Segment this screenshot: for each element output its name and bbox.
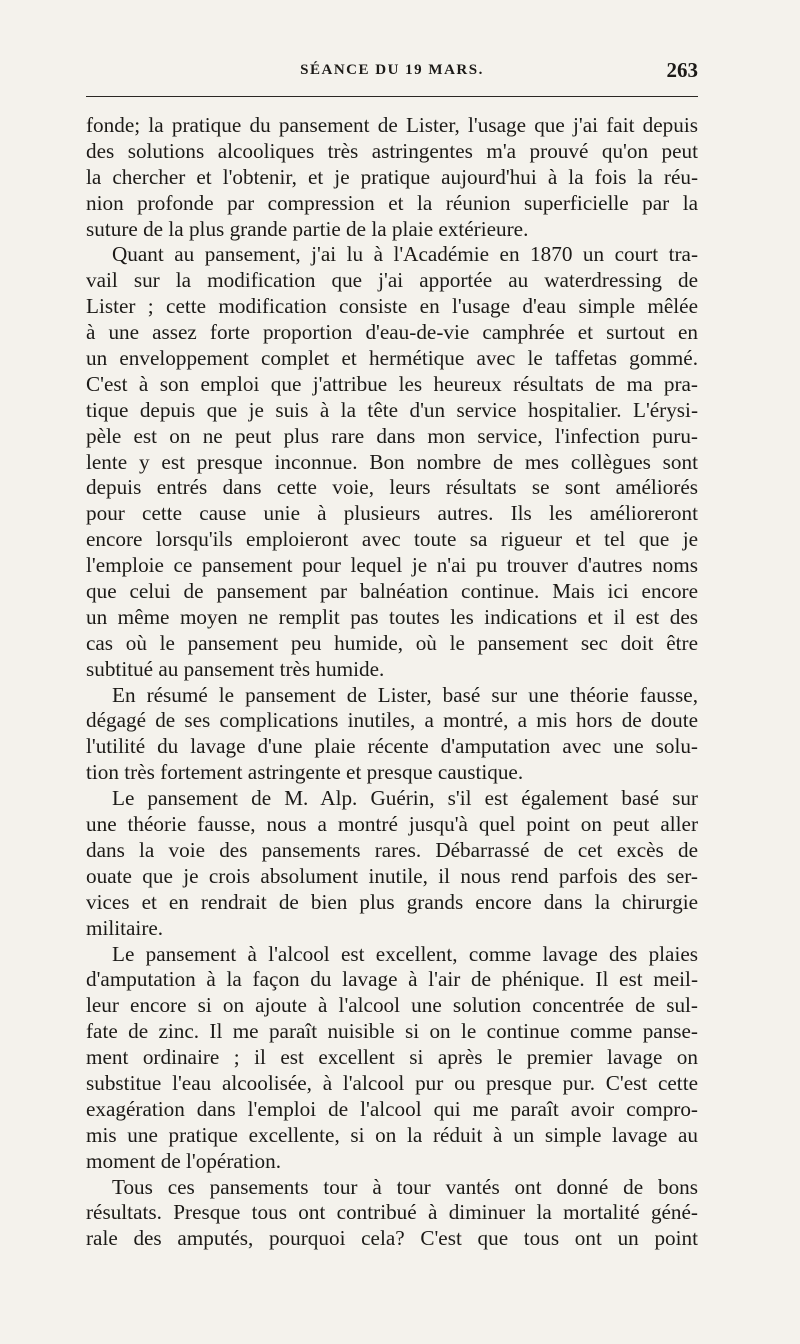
text-line: à une assez forte proportion d'eau-de-vie camphrée et surtout en	[86, 320, 698, 345]
text-line: moment de l'opération.	[86, 1148, 282, 1173]
text-line: lente y est presque inconnue. Bon nombre de mes collègues sont	[86, 449, 698, 474]
text-line: depuis entrés dans cette voie, leurs résultats se sont améliorés	[86, 475, 698, 500]
text-line: suture de la plus grande partie de la plaie extérieure.	[86, 216, 529, 241]
text-line: d'amputation à la façon du lavage à l'air de phénique. Il est meil-	[86, 967, 698, 992]
running-title: SÉANCE DU 19 MARS.	[300, 62, 484, 78]
text-line: Lister ; cette modification consiste en l'usage d'eau simple mêlée	[86, 294, 698, 319]
text-line: fate de zinc. Il me paraît nuisible si on le continue comme panse-	[86, 1019, 698, 1044]
text-line: C'est à son emploi que j'attribue les heureux résultats de ma pra-	[86, 371, 698, 396]
text-line: la chercher et l'obtenir, et je pratique aujourd'hui à la fois la réu-	[86, 164, 698, 189]
text-line: des solutions alcooliques très astringentes m'a prouvé qu'on peut	[86, 138, 698, 163]
text-line: un même moyen ne remplit pas toutes les indications et il est des	[86, 604, 698, 629]
text-line: résultats. Presque tous ont contribué à diminuer la mortalité géné-	[86, 1200, 698, 1225]
text-line: subtitué au pansement très humide.	[86, 656, 385, 681]
text-line: Quant au pansement, j'ai lu à l'Académie en 1870 un court tra-	[112, 242, 698, 267]
text-line: substitue l'eau alcoolisée, à l'alcool pur ou presque pur. C'est cette	[86, 1070, 698, 1095]
text-line: tique depuis que je suis à la tête d'un service hospitalier. L'érysi-	[86, 397, 698, 422]
body-text	[86, 113, 698, 1252]
text-line: que celui de pansement par balnéation continue. Mais ici encore	[86, 579, 698, 604]
text-line: l'utilité du lavage d'une plaie récente d'amputation avec une solu-	[86, 734, 698, 759]
text-line: ment ordinaire ; il est excellent si après le premier lavage on	[86, 1045, 698, 1070]
text-line: En résumé le pansement de Lister, basé sur une théorie fausse,	[112, 682, 698, 707]
text-line: dégagé de ses complications inutiles, a montré, a mis hors de doute	[86, 708, 698, 733]
text-line: un enveloppement complet et hermétique avec le taffetas gommé.	[86, 346, 698, 371]
text-line: exagération dans l'emploi de l'alcool qui me paraît avoir compro-	[86, 1096, 698, 1121]
text-line: pèle est on ne peut plus rare dans mon service, l'infection puru-	[86, 423, 698, 448]
text-line: encore lorsqu'ils emploieront avec toute sa rigueur et tel que je	[86, 527, 698, 552]
text-line: cas où le pansement peu humide, où le pansement sec doit être	[86, 630, 698, 655]
text-line: militaire.	[86, 915, 164, 940]
text-line: Tous ces pansements tour à tour vantés ont donné de bons	[112, 1174, 698, 1199]
text-line: ouate que je crois absolument inutile, il nous rend parfois des ser-	[86, 863, 698, 888]
text-line: dans la voie des pansements rares. Débarrassé de cet excès de	[86, 837, 698, 862]
text-line: tion très fortement astringente et presque caustique.	[86, 760, 524, 785]
text-line: fonde; la pratique du pansement de Lister, l'usage que j'ai fait depuis	[86, 113, 698, 137]
text-line: Le pansement à l'alcool est excellent, comme lavage des plaies	[112, 941, 698, 966]
text-line: leur encore si on ajoute à l'alcool une solution concentrée de sul-	[86, 993, 698, 1018]
page-number: 263	[666, 58, 698, 82]
text-line: pour cette cause unie à plusieurs autres. Ils les amélioreront	[86, 501, 698, 526]
text-line: l'emploie ce pansement pour lequel je n'ai pu trouver d'autres noms	[86, 553, 698, 578]
text-line: Le pansement de M. Alp. Guérin, s'il est également basé sur	[112, 786, 698, 811]
text-line: vices et en rendrait de bien plus grands encore dans la chirurgie	[86, 889, 698, 914]
page-header	[86, 58, 698, 84]
text-line: vail sur la modification que j'ai apportée au waterdressing de	[86, 268, 698, 293]
text-line: une théorie fausse, nous a montré jusqu'à quel point on peut aller	[86, 812, 698, 837]
text-line: mis une pratique excellente, si on la réduit à un simple lavage au	[86, 1122, 698, 1147]
header-rule	[86, 96, 698, 97]
text-line: nion profonde par compression et la réunion superficielle par la	[86, 190, 698, 215]
text-line: rale des amputés, pourquoi cela? C'est que tous ont un point	[86, 1226, 698, 1251]
